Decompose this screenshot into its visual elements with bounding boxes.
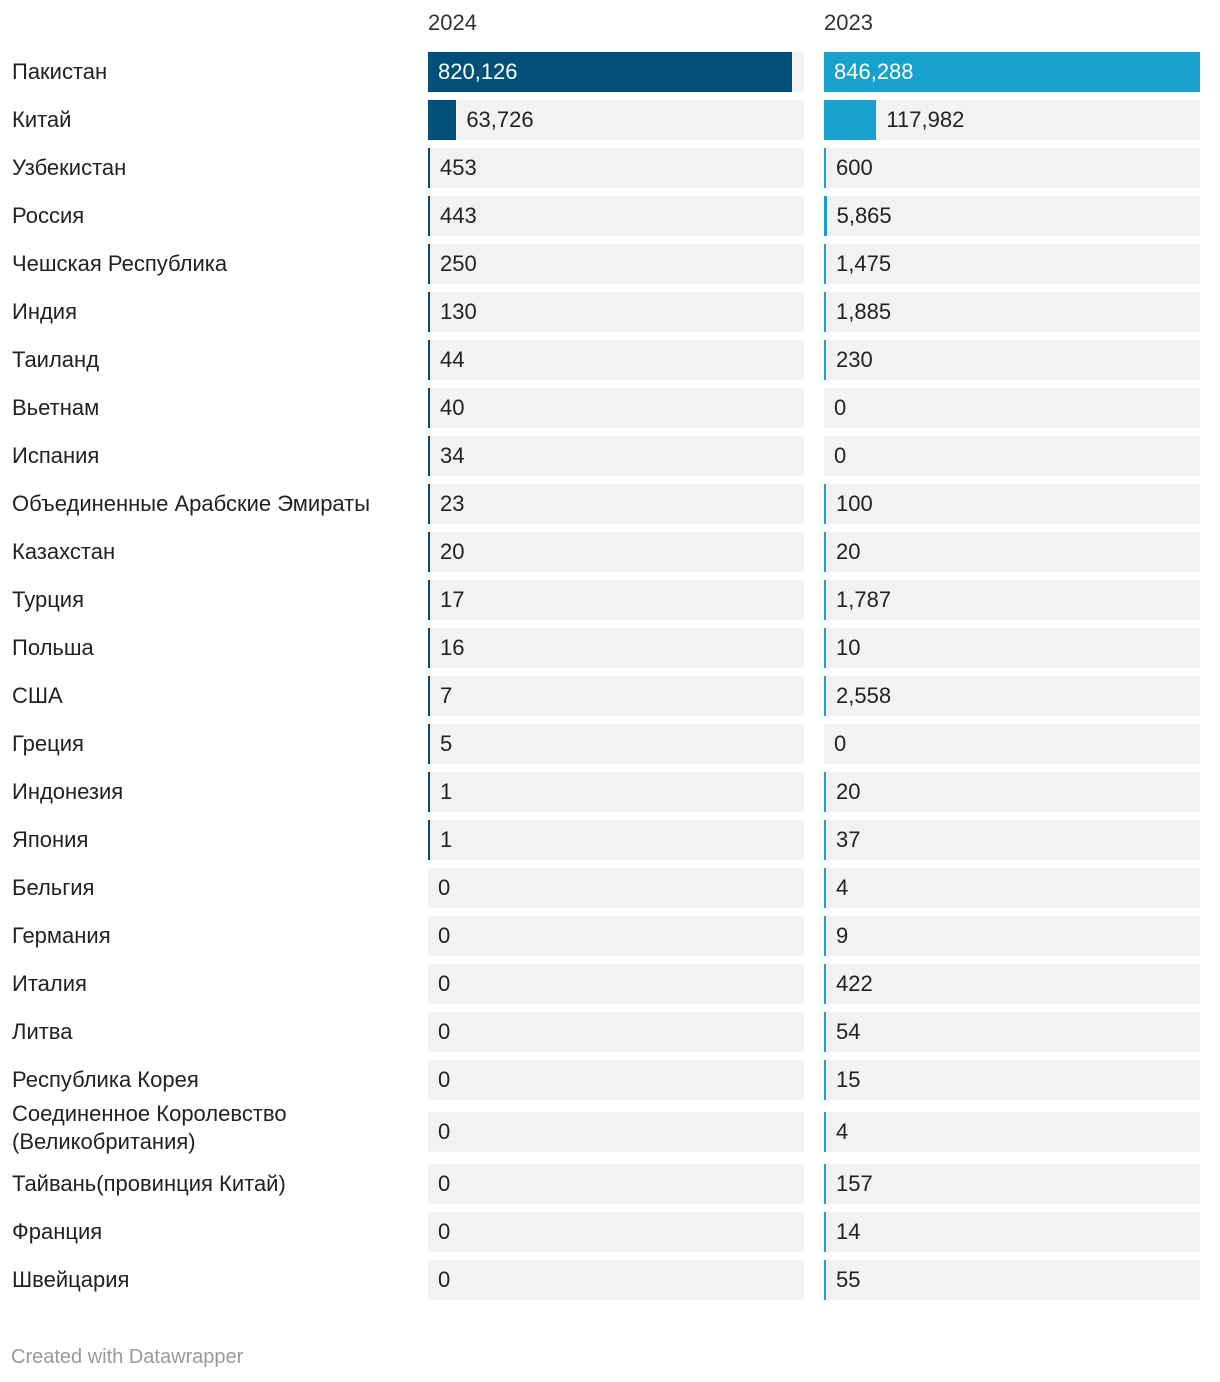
bar-background: [428, 820, 804, 860]
bar-2024: [428, 580, 430, 620]
value-label-2023: 9: [836, 923, 849, 948]
value-label-2024: 1: [440, 827, 453, 852]
bar-background: [428, 340, 804, 380]
bar-background: [428, 628, 804, 668]
bar-2023: [824, 1060, 826, 1100]
row-label: Бельгия: [12, 875, 95, 900]
bar-2023: [824, 1112, 826, 1152]
bar-2024: [428, 484, 430, 524]
bar-background: [428, 1112, 804, 1152]
value-label-2023: 117,982: [886, 107, 965, 132]
value-label-2024: 63,726: [466, 107, 534, 132]
row-label: Казахстан: [12, 539, 116, 564]
bar-2024: [428, 340, 430, 380]
value-label-2023: 0: [834, 395, 847, 420]
bar-2024: [428, 388, 430, 428]
bar-2023: [824, 532, 826, 572]
value-label-2023: 2,558: [836, 683, 892, 708]
value-label-2024: 0: [438, 971, 451, 996]
bar-background: [824, 628, 1200, 668]
row-label: Польша: [12, 635, 94, 660]
row-label: Тайвань(провинция Китай): [12, 1171, 286, 1196]
bar-2023: [824, 100, 876, 140]
row-label: Республика Корея: [12, 1067, 199, 1092]
value-label-2023: 1,885: [836, 299, 892, 324]
value-label-2023: 1,475: [836, 251, 892, 276]
row-label: Испания: [12, 443, 100, 468]
bar-2024: [428, 244, 430, 284]
value-label-2023: 4: [836, 875, 849, 900]
row-label: Франция: [12, 1219, 103, 1244]
bar-background: [428, 196, 804, 236]
bar-2023: [824, 820, 826, 860]
bar-2023: [824, 676, 826, 716]
bar-2024: [428, 196, 430, 236]
bar-background: [428, 244, 804, 284]
value-label-2024: 23: [440, 491, 465, 516]
row-label: Россия: [12, 203, 85, 228]
bar-2024: [428, 724, 430, 764]
bar-background: [428, 484, 804, 524]
value-label-2024: 5: [440, 731, 453, 756]
value-label-2024: 0: [438, 1219, 451, 1244]
value-label-2024: 443: [440, 203, 477, 228]
bar-background: [824, 532, 1200, 572]
bar-background: [824, 1164, 1200, 1204]
value-label-2024: 40: [440, 395, 465, 420]
value-label-2024: 34: [440, 443, 465, 468]
row-label: Таиланд: [12, 347, 100, 372]
row-label: Пакистан: [12, 59, 108, 84]
value-label-2023: 37: [836, 827, 861, 852]
bar-background: [824, 1060, 1200, 1100]
bar-background: [428, 724, 804, 764]
value-label-2024: 0: [438, 1067, 451, 1092]
row-label: Индия: [12, 299, 78, 324]
bar-background: [824, 484, 1200, 524]
row-label: Швейцария: [12, 1267, 130, 1292]
bar-background: [824, 964, 1200, 1004]
bar-2023: [824, 148, 826, 188]
bar-2023: [824, 340, 826, 380]
value-label-2024: 44: [440, 347, 465, 372]
bar-2023: [824, 244, 826, 284]
row-label: Япония: [12, 827, 89, 852]
value-label-2023: 846,288: [834, 59, 914, 84]
bar-background: [824, 772, 1200, 812]
bar-2023: [824, 292, 826, 332]
bar-background: [428, 1212, 804, 1252]
bar-2023: [824, 1212, 826, 1252]
bar-2024: [428, 436, 430, 476]
value-label-2023: 230: [836, 347, 873, 372]
bar-background: [824, 868, 1200, 908]
value-label-2023: 4: [836, 1119, 849, 1144]
bar-background: [824, 1260, 1200, 1300]
value-label-2023: 100: [836, 491, 873, 516]
value-label-2023: 422: [836, 971, 873, 996]
bar-background: [428, 1164, 804, 1204]
bar-background: [824, 820, 1200, 860]
value-label-2023: 55: [836, 1267, 861, 1292]
bar-background: [428, 388, 804, 428]
row-label: Италия: [12, 971, 87, 996]
value-label-2023: 15: [836, 1067, 861, 1092]
bar-background: [428, 1060, 804, 1100]
bar-background: [824, 1212, 1200, 1252]
value-label-2023: 0: [834, 443, 847, 468]
bar-background: [428, 1012, 804, 1052]
bar-2023: [824, 580, 826, 620]
bar-2024: [428, 772, 430, 812]
value-label-2023: 54: [836, 1019, 861, 1044]
bar-background: [824, 916, 1200, 956]
bar-background: [824, 1012, 1200, 1052]
value-label-2024: 7: [440, 683, 453, 708]
value-label-2023: 157: [836, 1171, 873, 1196]
value-label-2024: 0: [438, 1171, 451, 1196]
column-header-2023: 2023: [824, 10, 873, 35]
bar-background: [428, 916, 804, 956]
bar-background: [428, 1260, 804, 1300]
value-label-2024: 0: [438, 1019, 451, 1044]
value-label-2023: 0: [834, 731, 847, 756]
row-label: Объединенные Арабские Эмираты: [12, 491, 371, 516]
value-label-2024: 0: [438, 1267, 451, 1292]
value-label-2024: 17: [440, 587, 465, 612]
bar-background: [428, 148, 804, 188]
row-label: Индонезия: [12, 779, 124, 804]
value-label-2023: 14: [836, 1219, 861, 1244]
bar-background: [428, 292, 804, 332]
row-label: Греция: [12, 731, 84, 756]
value-label-2024: 250: [440, 251, 477, 276]
row-label: Китай: [12, 107, 72, 132]
value-label-2023: 10: [836, 635, 861, 660]
bar-background: [824, 148, 1200, 188]
value-label-2024: 1: [440, 779, 453, 804]
value-label-2024: 453: [440, 155, 477, 180]
bar-background: [428, 676, 804, 716]
row-label: Германия: [12, 923, 111, 948]
bar-2023: [824, 772, 826, 812]
bar-background: [428, 436, 804, 476]
bar-background: [824, 388, 1200, 428]
bar-2023: [824, 1012, 826, 1052]
row-label: Чешская Республика: [12, 251, 228, 276]
bar-background: [428, 868, 804, 908]
bar-background: [428, 532, 804, 572]
bar-2024: [428, 148, 430, 188]
bar-2024: [428, 676, 430, 716]
row-label: Литва: [12, 1019, 73, 1044]
bar-2023: [824, 868, 826, 908]
bar-2023: [824, 916, 826, 956]
bar-2024: [428, 820, 430, 860]
bar-2023: [824, 484, 826, 524]
row-label: Вьетнам: [12, 395, 100, 420]
value-label-2024: 820,126: [438, 59, 518, 84]
bar-background: [824, 1112, 1200, 1152]
value-label-2024: 16: [440, 635, 465, 660]
value-label-2024: 0: [438, 923, 451, 948]
bar-2024: [428, 532, 430, 572]
value-label-2023: 5,865: [836, 203, 892, 228]
bar-2023: [824, 196, 827, 236]
bar-2023: [824, 1260, 826, 1300]
bar-background: [824, 340, 1200, 380]
bar-background: [824, 724, 1200, 764]
bar-background: [428, 964, 804, 1004]
value-label-2023: 20: [836, 539, 861, 564]
row-label: США: [12, 683, 63, 708]
bar-2023: [824, 964, 826, 1004]
datawrapper-credit: Created with Datawrapper: [11, 1346, 244, 1368]
bar-2023: [824, 628, 826, 668]
bar-background: [824, 100, 1200, 140]
bar-2024: [428, 292, 430, 332]
value-label-2024: 20: [440, 539, 465, 564]
bar-background: [824, 436, 1200, 476]
value-label-2023: 20: [836, 779, 861, 804]
value-label-2024: 130: [440, 299, 477, 324]
bar-2024: [428, 100, 456, 140]
column-header-2024: 2024: [428, 10, 477, 35]
value-label-2023: 600: [836, 155, 873, 180]
value-label-2023: 1,787: [836, 587, 892, 612]
bar-background: [428, 772, 804, 812]
row-label: Узбекистан: [12, 155, 127, 180]
bar-2023: [824, 1164, 826, 1204]
bar-background: [428, 580, 804, 620]
value-label-2024: 0: [438, 1119, 451, 1144]
value-label-2024: 0: [438, 875, 451, 900]
row-label: Турция: [12, 587, 84, 612]
bar-2024: [428, 628, 430, 668]
row-label: Соединенное Королевство (Великобритания): [12, 1101, 287, 1154]
